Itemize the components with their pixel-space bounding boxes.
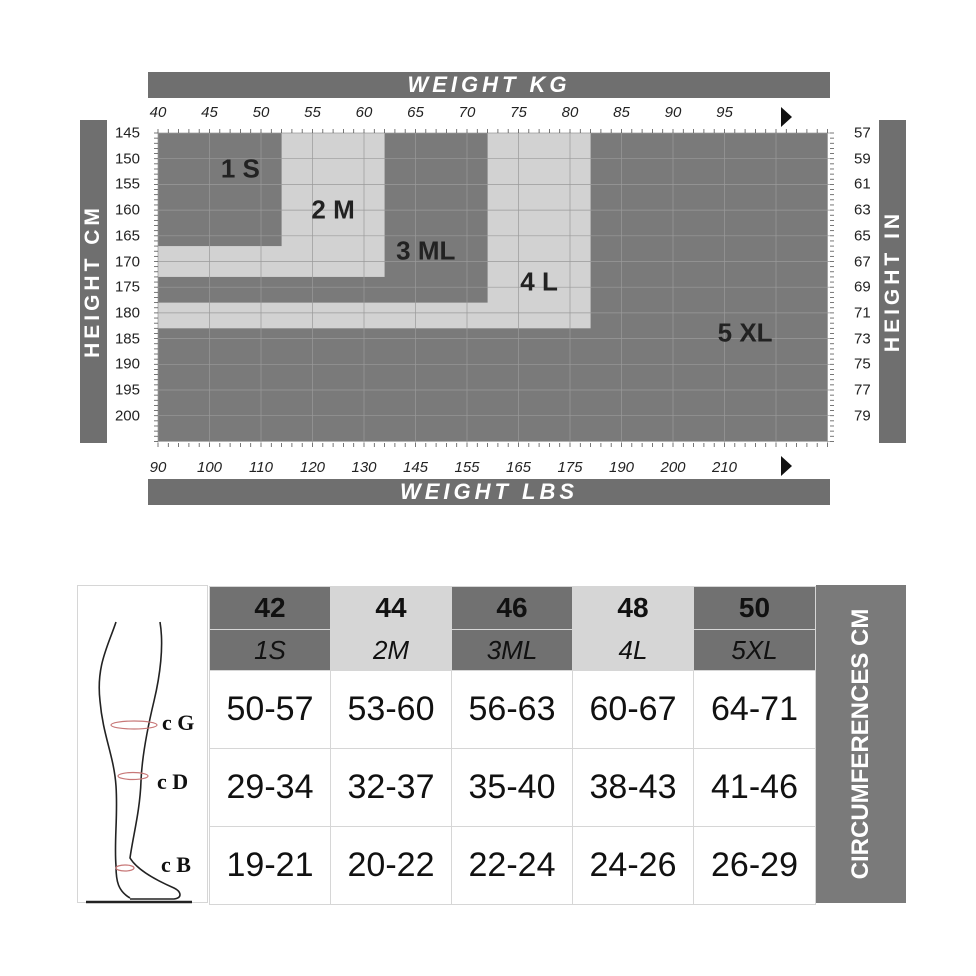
circumferences-band [816, 585, 906, 903]
weight-kg-tick: 90 [664, 104, 682, 121]
height-cm-tick: 165 [114, 227, 140, 245]
height-in-tick: 65 [854, 227, 871, 245]
height-in-tick: 77 [854, 381, 871, 399]
height-in-tick: 79 [854, 407, 871, 425]
leg-illustration-panel [77, 585, 208, 903]
table-cell: 53-60 [331, 671, 452, 749]
circumferences-label: CIRCUMFERENCES CM [847, 608, 874, 880]
height-in-tick: 75 [854, 355, 871, 373]
height-in-tick: 59 [854, 150, 871, 168]
height-in-tick: 63 [854, 201, 871, 219]
weight-lbs-tick: 175 [557, 459, 583, 476]
height-in-label: HEIGHT IN [881, 209, 904, 353]
circumference-table [209, 586, 816, 905]
size-zone-1s [158, 133, 282, 246]
col-size: 5XL [694, 630, 816, 671]
weight-lbs-tick: 155 [454, 459, 480, 476]
table-cell: 60-67 [573, 671, 694, 749]
table-row [210, 749, 816, 827]
zone-label: 3 ML [396, 235, 456, 266]
table-row [210, 671, 816, 749]
weight-lbs-tick: 190 [608, 459, 635, 476]
table-cell: 26-29 [694, 827, 816, 905]
weight-kg-tick: 85 [613, 104, 630, 121]
lbs-axis-arrow-icon [781, 456, 792, 476]
table-header-num-row [210, 587, 816, 630]
table-cell: 64-71 [694, 671, 816, 749]
col-size: 2M [331, 630, 452, 671]
weight-kg-tick: 60 [355, 104, 373, 121]
weight-kg-tick: 40 [149, 104, 167, 121]
table-cell: 32-37 [331, 749, 452, 827]
table-cell: 20-22 [331, 827, 452, 905]
weight-lbs-tick: 130 [351, 459, 377, 476]
height-in-tick: 71 [854, 304, 871, 322]
kg-axis-arrow-icon [781, 107, 792, 127]
weight-kg-tick: 80 [561, 104, 579, 121]
col-num: 42 [210, 587, 331, 630]
table-header-size-row [210, 630, 816, 671]
zone-label: 2 M [311, 194, 355, 225]
height-cm-tick: 170 [114, 253, 140, 270]
col-size: 4L [573, 630, 694, 671]
height-cm-tick: 195 [114, 381, 140, 399]
row-label-cD: c D [157, 769, 189, 794]
table-cell: 56-63 [452, 671, 573, 749]
table-cell: 38-43 [573, 749, 694, 827]
row-label-cG: c G [162, 710, 195, 735]
height-in-tick: 69 [854, 278, 871, 296]
weight-lbs-tick: 120 [299, 459, 326, 476]
weight-lbs-tick: 145 [402, 459, 429, 476]
col-num: 48 [573, 587, 694, 630]
height-cm-tick: 145 [114, 124, 140, 142]
height-in-tick: 61 [854, 175, 871, 193]
height-in-tick: 67 [854, 253, 871, 270]
table-cell: 19-21 [210, 827, 331, 905]
zone-label: 4 L [520, 266, 558, 297]
weight-lbs-tick: 200 [660, 459, 686, 476]
height-cm-tick: 160 [114, 201, 140, 219]
table-cell: 50-57 [210, 671, 331, 749]
col-num: 46 [452, 587, 573, 630]
weight-kg-tick: 75 [510, 104, 527, 121]
weight-lbs-tick: 90 [149, 459, 167, 476]
table-cell: 22-24 [452, 827, 573, 905]
weight-kg-tick: 70 [458, 104, 476, 121]
weight-lbs-tick: 110 [249, 459, 273, 476]
weight-kg-tick: 95 [716, 104, 733, 121]
col-size: 3ML [452, 630, 573, 671]
table-cell: 35-40 [452, 749, 573, 827]
height-cm-tick: 175 [114, 278, 140, 296]
weight-kg-label: WEIGHT KG [407, 72, 571, 97]
zone-label: 1 S [220, 153, 260, 184]
col-num: 50 [694, 587, 816, 630]
table-cell: 41-46 [694, 749, 816, 827]
weight-kg-tick: 55 [304, 104, 321, 121]
height-cm-tick: 200 [114, 407, 140, 425]
weight-kg-tick: 65 [407, 104, 424, 121]
height-in-tick: 57 [854, 124, 871, 142]
height-cm-tick: 180 [114, 304, 140, 322]
height-cm-label: HEIGHT CM [81, 204, 104, 358]
height-cm-tick: 185 [114, 330, 140, 348]
weight-lbs-tick: 210 [711, 459, 738, 476]
col-size: 1S [210, 630, 331, 671]
height-cm-tick: 190 [114, 355, 140, 373]
table-cell: 29-34 [210, 749, 331, 827]
table-row [210, 827, 816, 905]
weight-kg-tick: 50 [252, 104, 270, 121]
col-num: 44 [331, 587, 452, 630]
height-cm-tick: 150 [114, 150, 140, 168]
height-cm-tick: 155 [114, 175, 140, 193]
weight-lbs-label: WEIGHT LBS [399, 479, 579, 504]
table-cell: 24-26 [573, 827, 694, 905]
weight-kg-tick: 45 [201, 104, 218, 121]
zone-label: 5 XL [717, 317, 773, 348]
weight-lbs-tick: 100 [196, 459, 223, 476]
row-label-cB: c B [161, 852, 191, 877]
height-in-tick: 73 [854, 330, 871, 348]
weight-lbs-tick: 165 [505, 459, 532, 476]
